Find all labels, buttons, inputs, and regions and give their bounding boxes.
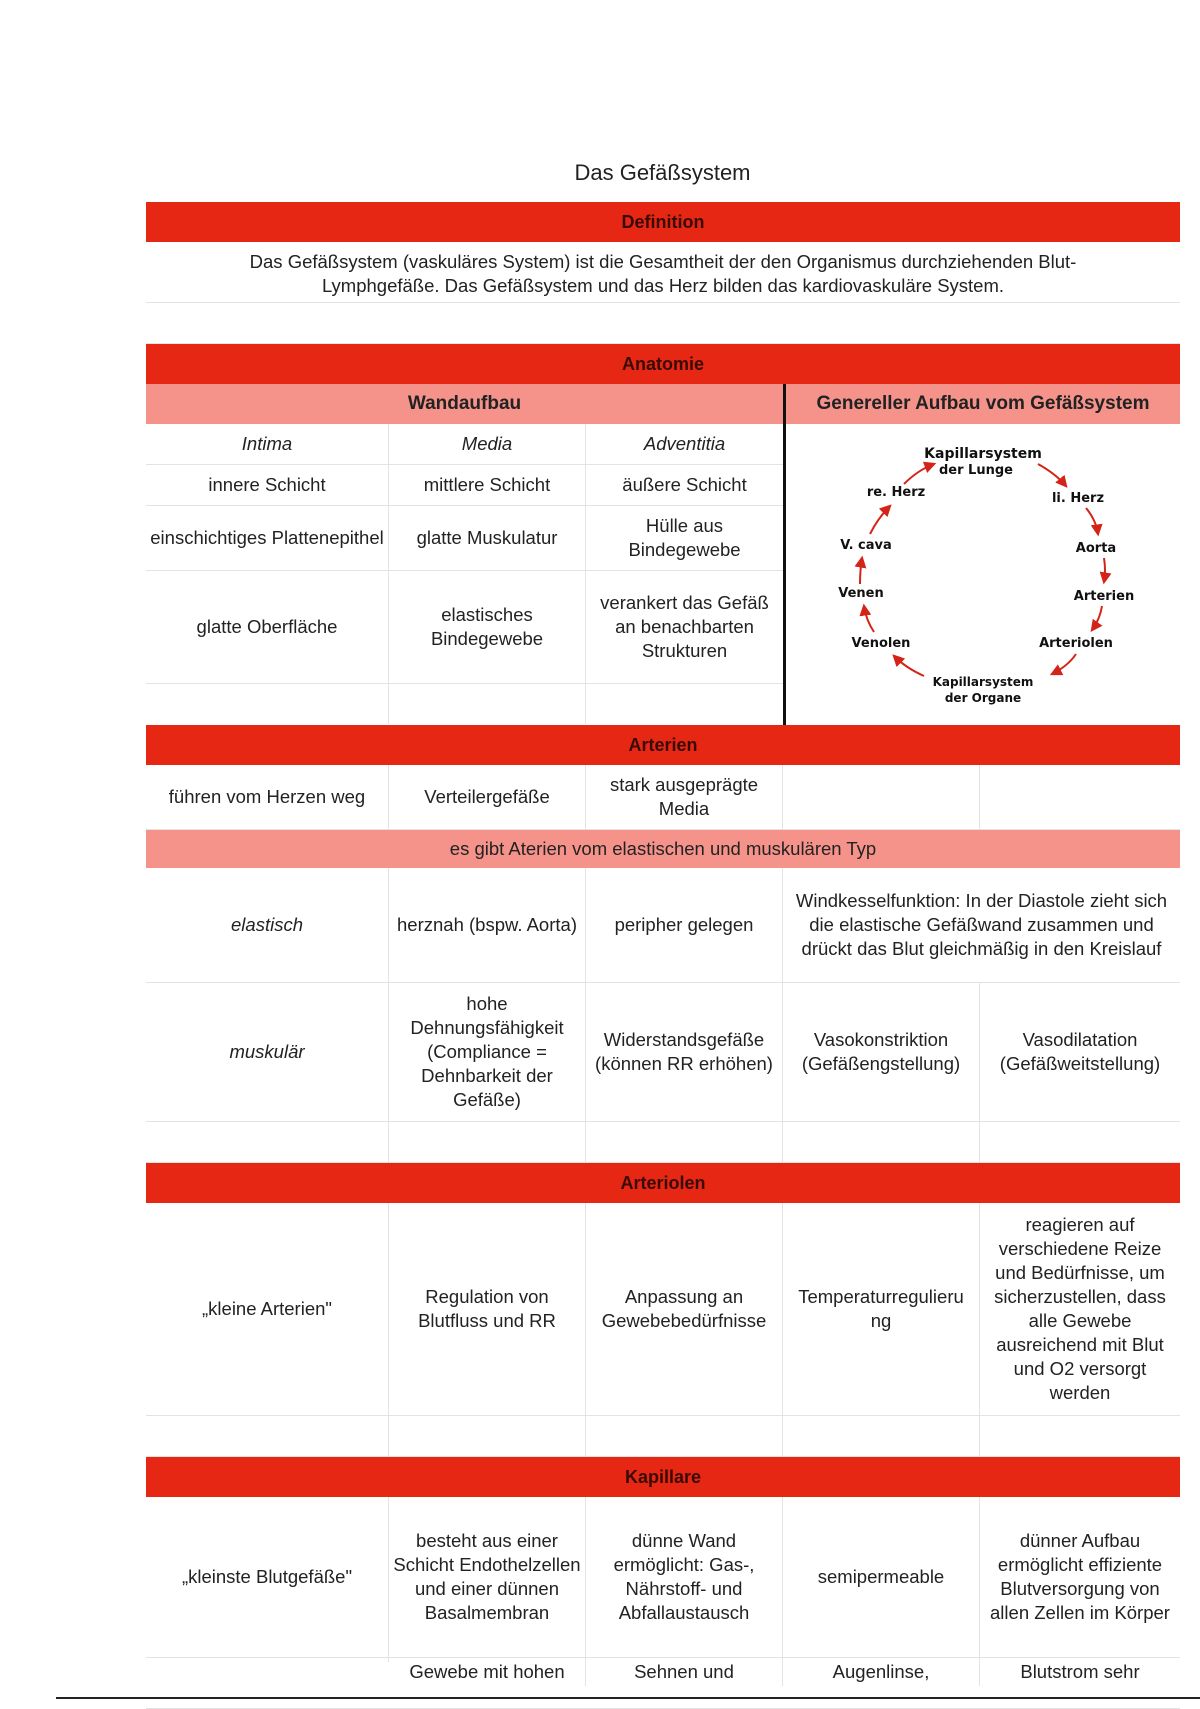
- table-row: [146, 506, 783, 571]
- label-arteriolen: Arteriolen: [1039, 636, 1113, 651]
- arrow-to-venen: [864, 606, 874, 632]
- table-cell: Vasodilatation (Gefäßweitstellung): [999, 1029, 1161, 1074]
- table-cell: Windkesselfunktion: In der Diastole zieht sich die elastische Gefäßwand zusammen und drückt das Blut gleichmäßig in den Kreislauf: [795, 890, 1168, 959]
- table-cell: [146, 1122, 389, 1162]
- label-v-cava: V. cava: [840, 538, 892, 553]
- arrow-to-aorta: [1086, 508, 1098, 534]
- definition-line-2: Lymphgefäße. Das Gefäßsystem und das Herz bilden das kardiovaskuläre System.: [321, 275, 1005, 296]
- table-cell: [980, 1416, 1180, 1456]
- table-cell: glatte Muskulatur: [389, 506, 586, 570]
- label-li-herz: li. Herz: [1051, 491, 1105, 506]
- table-cell: muskulär: [146, 983, 389, 1121]
- definition-text: [146, 242, 1180, 303]
- label-kapillar-lunge-1: Kapillarsystem: [924, 446, 1042, 462]
- table-cell: [389, 1122, 586, 1162]
- kreislauf-diagram: [786, 424, 1180, 720]
- table-cell: [783, 1122, 980, 1162]
- table-row: [146, 1497, 1180, 1658]
- arrow-to-venolen: [894, 656, 924, 676]
- table-cell: [586, 1416, 783, 1456]
- table-row: [146, 868, 1180, 983]
- table-row: [146, 571, 783, 684]
- table-cell: peripher gelegen: [586, 868, 783, 982]
- page-bottom-rule: [56, 1697, 1200, 1699]
- table-cell: „kleinste Blutgefäße": [146, 1497, 389, 1657]
- table-cell: „kleine Arterien": [146, 1203, 389, 1415]
- label-aorta: Aorta: [1075, 541, 1117, 556]
- table-row: [146, 1122, 1180, 1163]
- table-cell: [783, 765, 980, 829]
- table-cell: äußere Schicht: [622, 474, 747, 495]
- table-cell: elastisches Bindegewebe: [389, 571, 586, 683]
- table-cell: Anpassung an Gewebebedürfnisse: [586, 1203, 783, 1415]
- table-cell: Sehnen und: [586, 1658, 783, 1686]
- table-cell: [389, 1416, 586, 1456]
- table-row: [146, 1416, 1180, 1457]
- table-row: [146, 765, 1180, 830]
- label-re-herz: re. Herz: [866, 485, 926, 500]
- table-row: [146, 684, 783, 724]
- table-cell: Temperaturregulieru ng: [783, 1203, 980, 1415]
- table-cell: besteht aus einer Schicht Endothelzellen und einer dünnen Basalmembran: [389, 1497, 586, 1657]
- table-cell: führen vom Herzen weg: [146, 765, 389, 829]
- table-cell: [586, 684, 783, 724]
- label-venen: Venen: [838, 586, 884, 601]
- arrow-to-arterien: [1104, 558, 1105, 582]
- table-cell: [586, 1122, 783, 1162]
- table-cell: glatte Oberfläche: [146, 571, 389, 683]
- arrow-to-kapillar-organe: [1052, 654, 1076, 674]
- table-cell: einschichtiges Plattenepithel: [146, 506, 389, 570]
- label-arterien: Arterien: [1073, 589, 1135, 604]
- table-cell: Vasokonstriktion (Gefäßengstellung): [783, 983, 980, 1121]
- kapillare-header: Kapillare: [146, 1457, 1180, 1497]
- table-cell: [146, 1416, 389, 1456]
- spacer-row: [146, 303, 1180, 344]
- table-cell: [146, 1658, 389, 1662]
- anatomie-section: [146, 384, 1180, 725]
- label-kapillar-lunge-2: der Lunge: [939, 463, 1013, 478]
- table-cell: innere Schicht: [146, 465, 389, 505]
- table-row: [146, 465, 783, 506]
- aufbau-block: [786, 384, 1180, 725]
- column-media: Media: [389, 424, 586, 464]
- table-row: [146, 424, 783, 465]
- table-cell: Widerstandsgefäße (können RR erhöhen): [586, 983, 783, 1121]
- table-cell: [980, 765, 1180, 829]
- table-cell: hohe Dehnungsfähigkeit (Compliance = Dehnbarkeit der Gefäße): [389, 983, 586, 1121]
- label-kapillar-organe-2: der Organe: [944, 691, 1022, 705]
- table-cell: [783, 1416, 980, 1456]
- table-cell: mittlere Schicht: [389, 465, 586, 505]
- table-row: [146, 1658, 1180, 1709]
- table-cell: stark ausgeprägte Media: [586, 765, 783, 829]
- table-cell: herznah (bspw. Aorta): [389, 868, 586, 982]
- column-intima: Intima: [146, 424, 389, 464]
- table-cell: dünne Wand ermöglicht: Gas-, Nährstoff- und Abfallaustausch: [586, 1497, 783, 1657]
- arrow-to-re-herz: [870, 506, 890, 534]
- arrow-to-lunge: [904, 464, 934, 484]
- page-title: Das Gefäßsystem: [574, 160, 751, 185]
- table-cell: Gewebe mit hohen: [389, 1658, 586, 1686]
- column-adventitia: Adventitia: [643, 433, 726, 454]
- arrow-to-li-herz: [1038, 464, 1066, 486]
- anatomie-header: Anatomie: [146, 344, 1180, 384]
- gefaesssystem-table: [146, 202, 1180, 1709]
- table-cell: [980, 1122, 1180, 1162]
- table-row: [146, 1203, 1180, 1416]
- table-row: [146, 983, 1180, 1122]
- table-cell: dünner Aufbau ermöglicht effiziente Blutversorgung von allen Zellen im Körper: [990, 1530, 1170, 1623]
- table-cell: reagieren auf verschiedene Reize und Bedürfnisse, um sicherzustellen, dass alle Gewebe ausreichend mit Blut und O2 versorgt werden: [994, 1214, 1166, 1403]
- arteriolen-header: Arteriolen: [146, 1163, 1180, 1203]
- table-cell: [389, 684, 586, 724]
- table-cell: Blutstrom sehr: [1020, 1661, 1140, 1682]
- table-cell: [146, 684, 389, 724]
- wandaufbau-block: [146, 384, 786, 725]
- table-cell: verankert das Gefäß an benachbarten Strukturen: [600, 592, 769, 661]
- arrow-to-v-cava: [860, 558, 862, 584]
- arterien-header: Arterien: [146, 725, 1180, 765]
- table-cell: Regulation von Blutfluss und RR: [389, 1203, 586, 1415]
- arterien-typ-note: es gibt Aterien vom elastischen und muskulären Typ: [146, 830, 1180, 868]
- table-cell: Augenlinse,: [783, 1658, 980, 1686]
- definition-header: Definition: [146, 202, 1180, 242]
- label-venolen: Venolen: [851, 636, 911, 651]
- table-cell: semipermeable: [783, 1497, 980, 1657]
- table-cell: Verteilergefäße: [389, 765, 586, 829]
- table-cell: Hülle aus Bindegewebe: [628, 515, 741, 560]
- definition-line-1: Das Gefäßsystem (vaskuläres System) ist die Gesamtheit der den Organismus durchziehenden Blut-: [249, 251, 1077, 272]
- label-kapillar-organe-1: Kapillarsystem: [932, 675, 1034, 689]
- aufbau-header: Genereller Aufbau vom Gefäßsystem: [786, 384, 1180, 424]
- wandaufbau-header: Wandaufbau: [146, 384, 783, 424]
- arrow-to-arteriolen: [1092, 606, 1102, 630]
- table-cell: elastisch: [146, 868, 389, 982]
